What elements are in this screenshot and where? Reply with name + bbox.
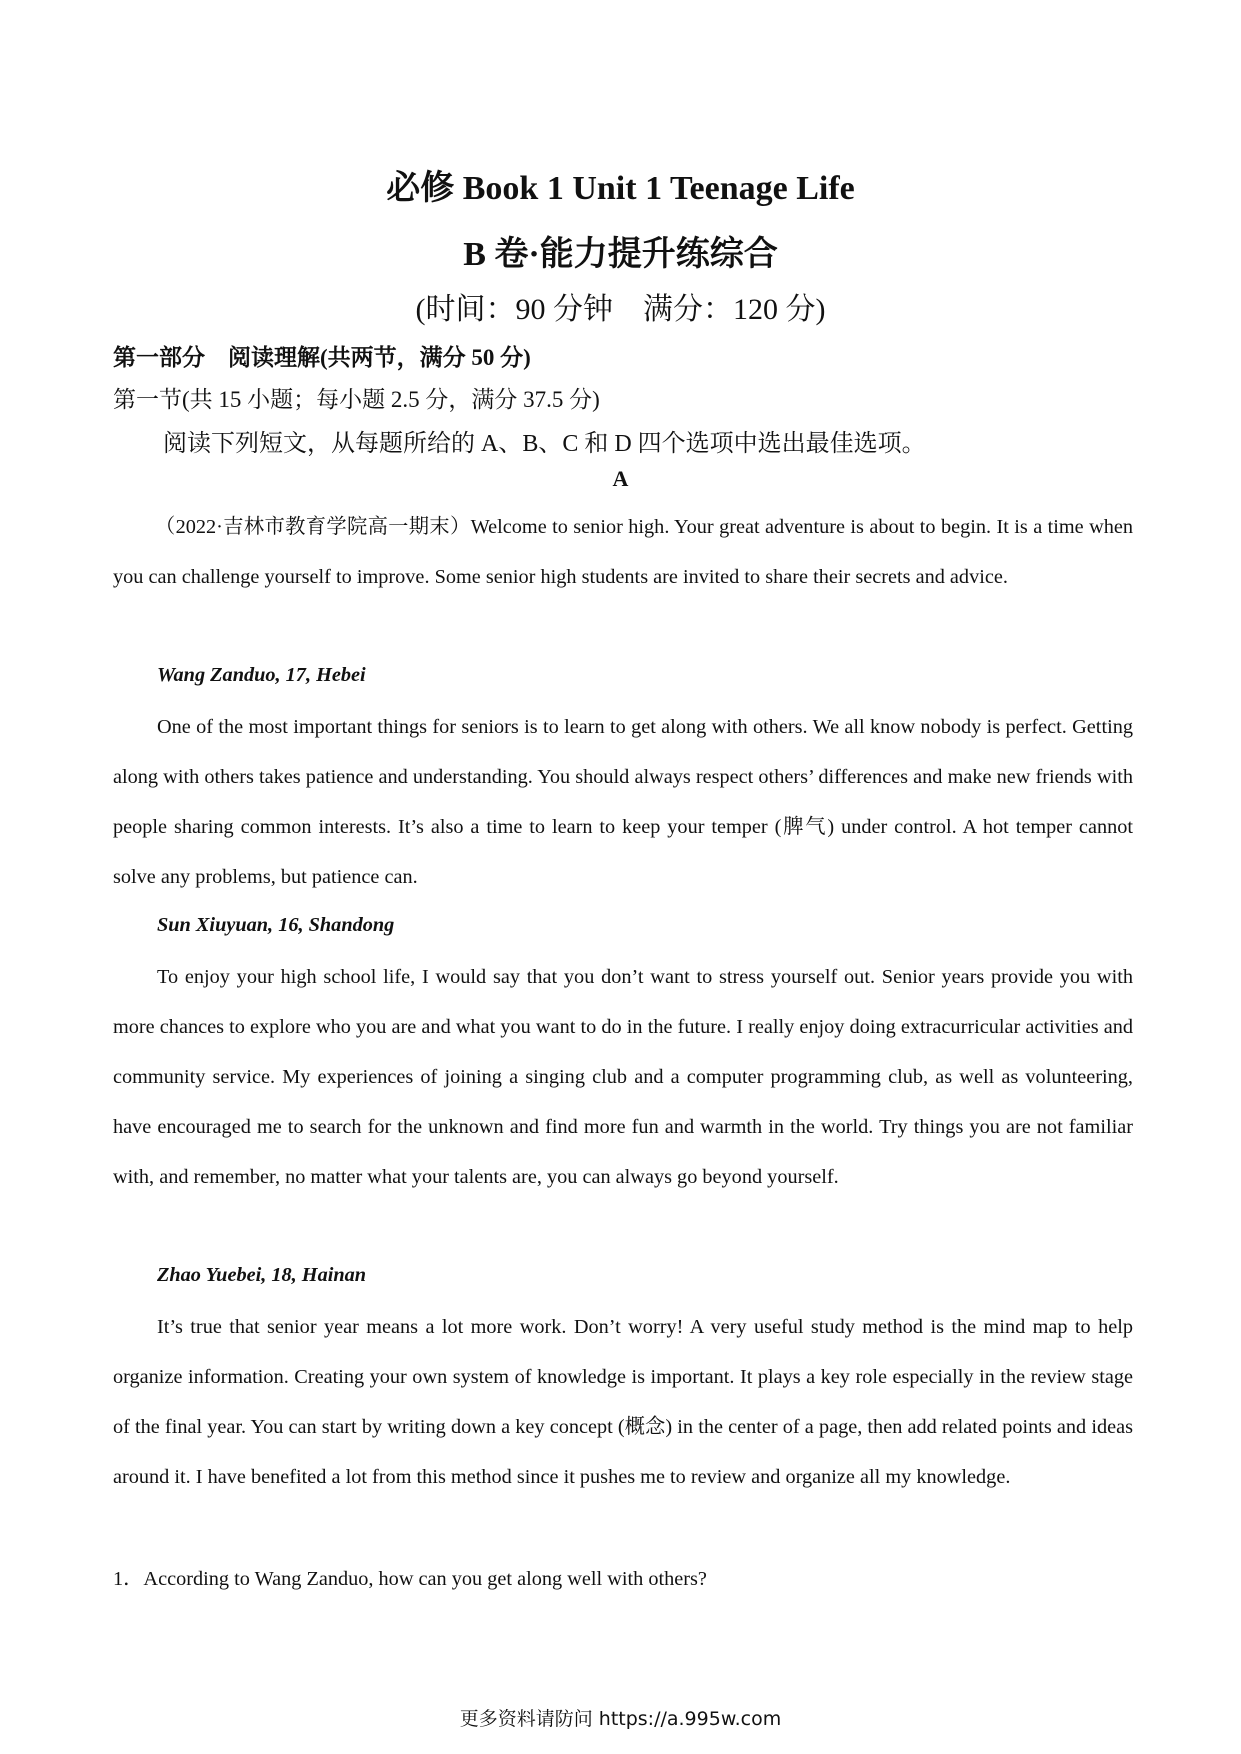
instruction-text: 阅读下列短文，从每题所给的 A、B、C 和 D 四个选项中选出最佳选项。	[163, 431, 926, 457]
question-item: 1．According to Wang Zanduo, how can you get along well with others?	[113, 1568, 707, 1590]
section-heading: 第一节(共 15 小题；每小题 2.5 分，满分 37.5 分)	[113, 387, 600, 412]
speaker-paragraph: One of the most important things for seniors is to learn to get along with others. We all know nobody is perfect. Getting along with others takes patience and understanding. You should always respect others’ differences and make new friends with people sharing common interests. It’s also a time to learn to keep your temper (脾气) under control. A hot temper cannot solve any problems, but patience can.	[113, 716, 1133, 888]
speaker-paragraph: It’s true that senior year means a lot more work. Don’t worry! A very useful study method is the mind map to help organize information. Creating your own system of knowledge is important. It plays a key role especially in the review stage of the final year. You can start by writing down a key concept (概念) in the center of a page, then add related points and ideas around it. I have benefited a lot from this method since it pushes me to review and organize all my knowledge.	[113, 1316, 1133, 1488]
document-title: 必修 Book 1 Unit 1 Teenage Life	[386, 170, 855, 207]
document-subtitle: B 卷·能力提升练综合	[463, 236, 778, 273]
speaker-name: Sun Xiuyuan, 16, Shandong	[157, 914, 395, 936]
speaker-name: Zhao Yuebei, 18, Hainan	[157, 1264, 367, 1286]
passage-intro: （2022·吉林市教育学院高一期末）Welcome to senior high. Your great adventure is about to begin. It is a time when you can challenge yourself to improve. Some senior high students are invited to share their secrets and advice.	[113, 516, 1133, 588]
speaker-paragraph: To enjoy your high school life, I would say that you don’t want to stress yourself out. Senior years provide you with more chances to explore who you are and what you want to do in the future. I really enjoy doing extracurricular activities and community service. My experiences of joining a singing club and a computer programming club, as well as volunteering, have encouraged me to search for the unknown and find more fun and warmth in the world. Try things you are not familiar with, and remember, no matter what your talents are, you can always go beyond yourself.	[113, 966, 1133, 1188]
time-info: (时间：90 分钟 满分：120 分)	[415, 293, 826, 326]
speaker-name: Wang Zanduo, 17, Hebei	[157, 664, 366, 686]
passage-letter: A	[612, 466, 629, 491]
footer-link[interactable]: 更多资料请防问 https://a.995w.com	[459, 1708, 782, 1730]
part-heading: 第一部分 阅读理解(共两节，满分 50 分)	[113, 345, 531, 370]
